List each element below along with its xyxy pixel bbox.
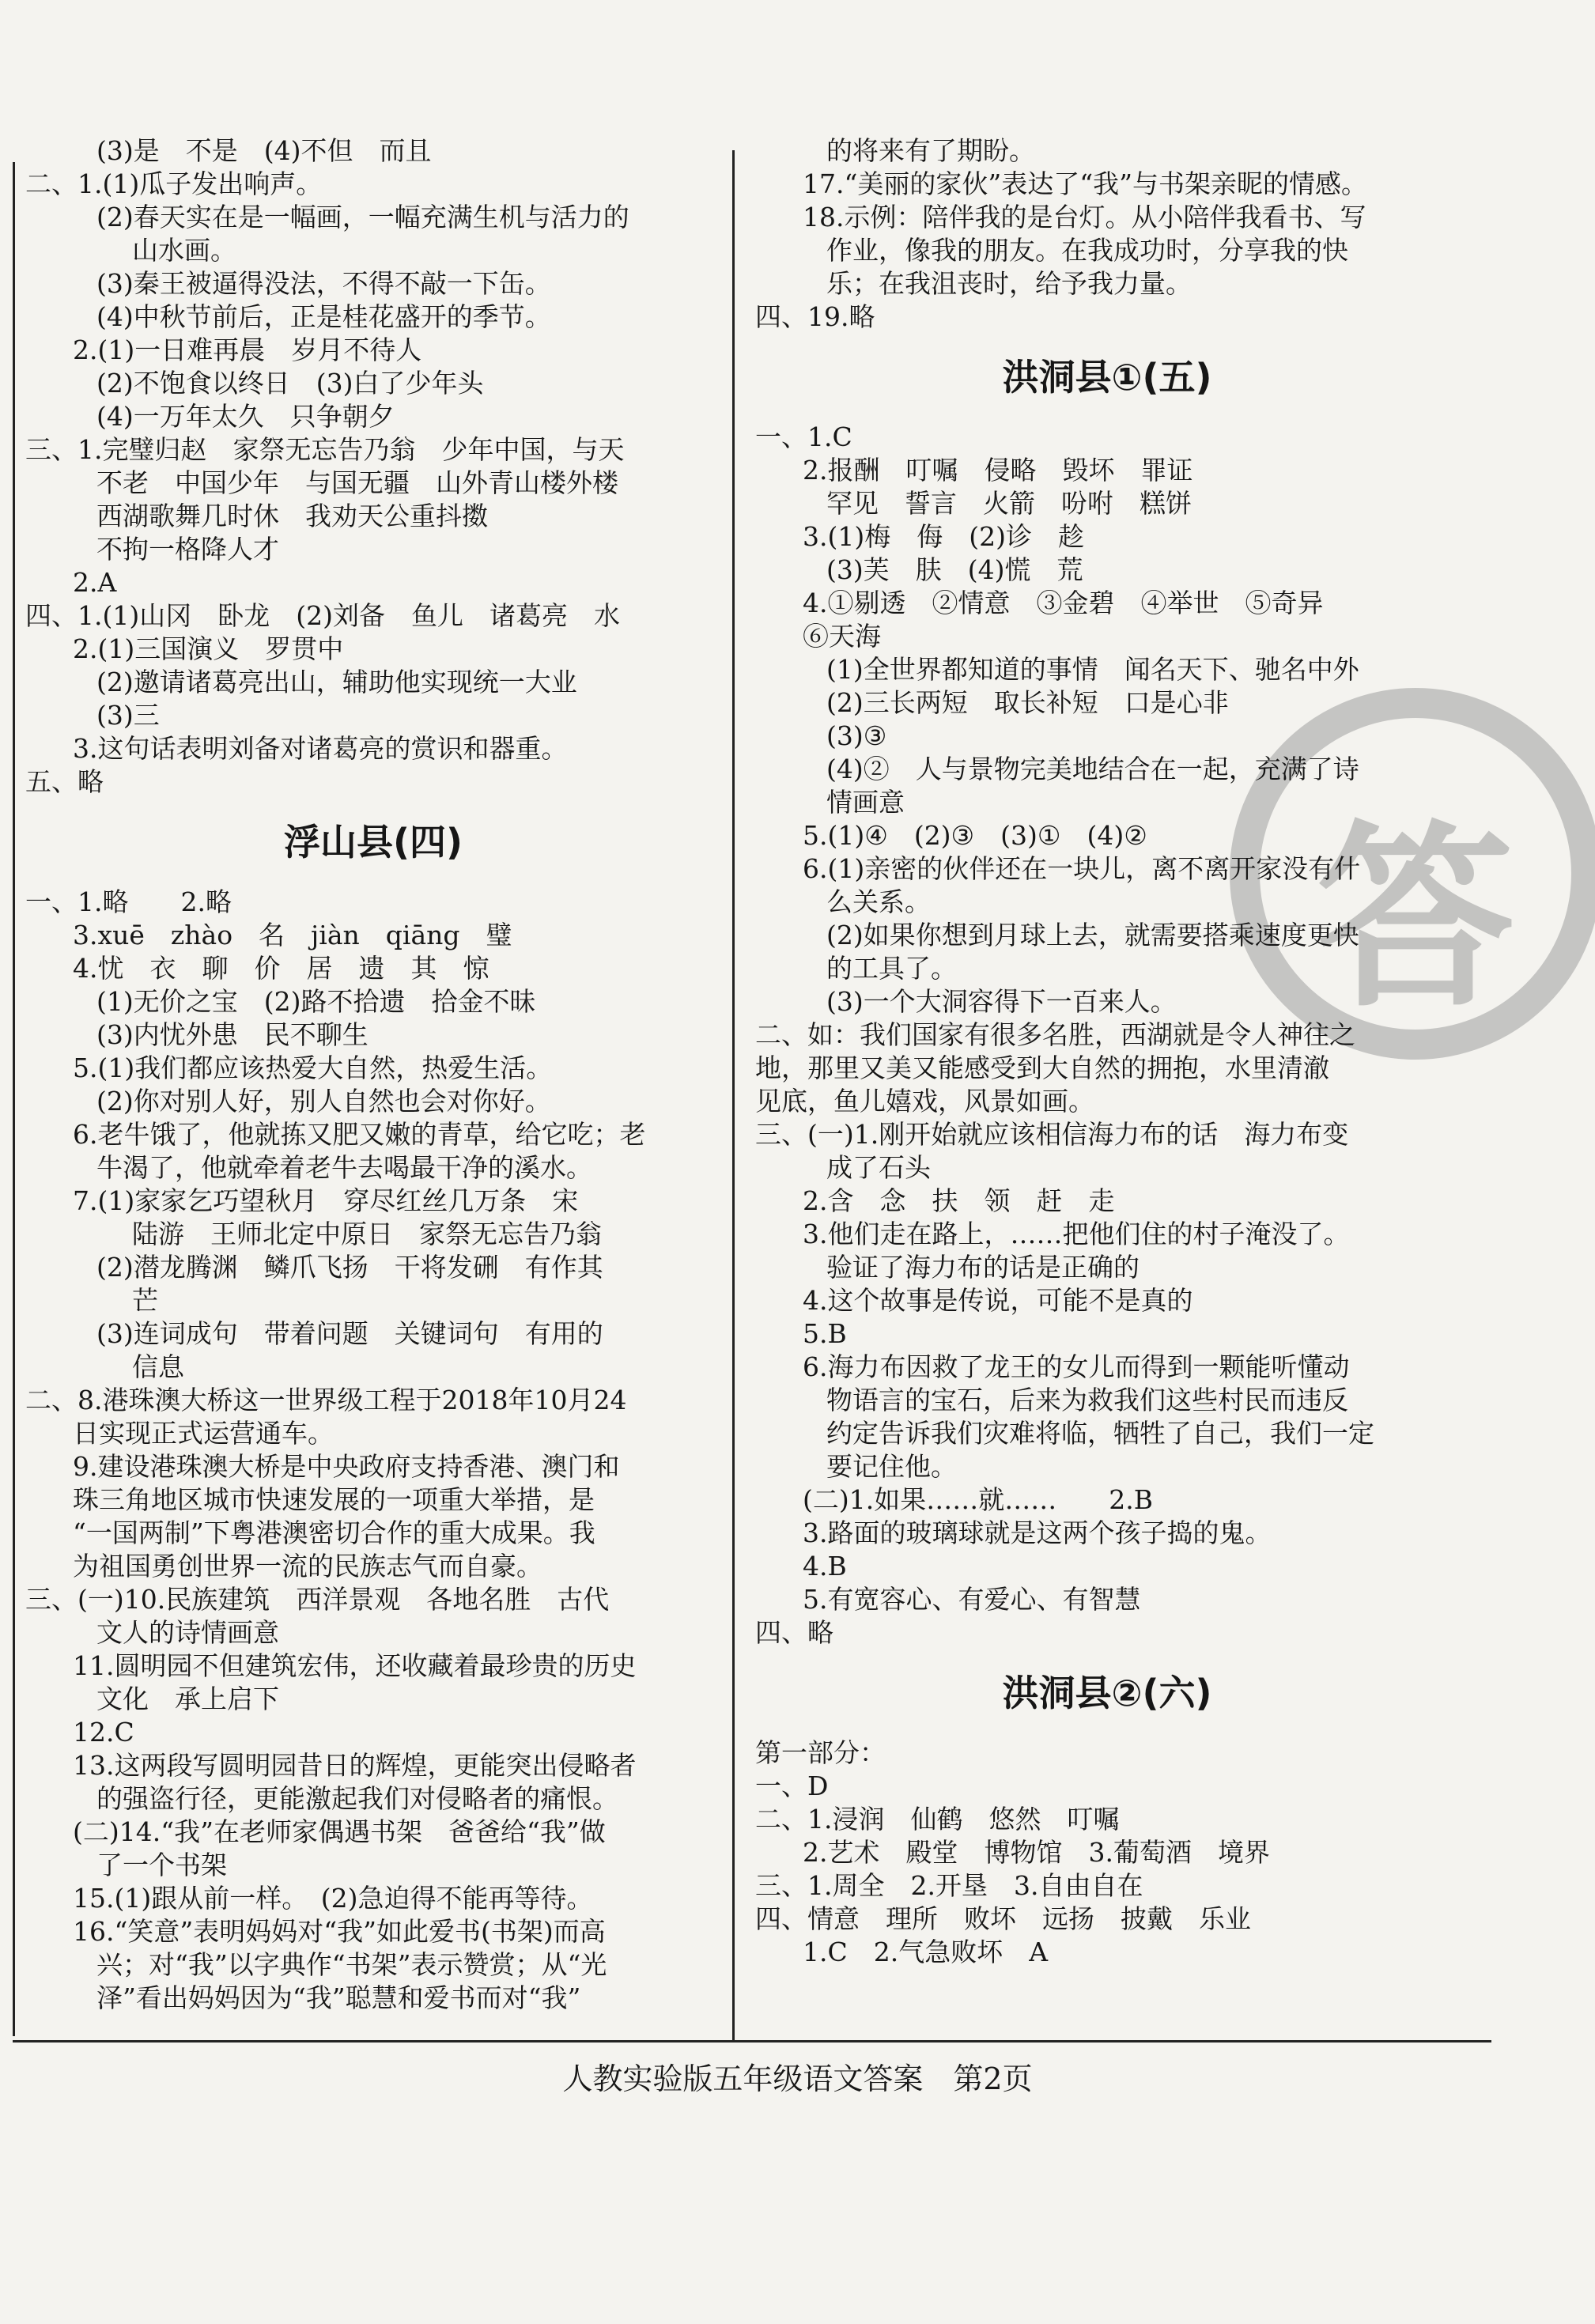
answer-line: 2.A — [73, 567, 117, 598]
answer-line: 四、1.(1)山冈 卧龙 (2)刘备 鱼儿 诸葛亮 水 — [25, 600, 620, 631]
section-heading: 洪洞县②(六) — [1002, 1672, 1212, 1714]
column-divider — [732, 150, 735, 2040]
answer-line: (3)芙 肤 (4)慌 荒 — [826, 554, 1083, 585]
answer-line: 5.(1)④ (2)③ (3)① (4)② — [803, 820, 1147, 851]
answer-line: 山水画。 — [132, 235, 236, 266]
answer-line: 物语言的宝石，后来为救我们这些村民而违反 — [826, 1385, 1348, 1415]
answer-line: 6.海力布因救了龙王的女儿而得到一颗能听懂动 — [803, 1351, 1350, 1382]
answer-line: 3.他们走在路上，……把他们住的村子淹没了。 — [803, 1219, 1350, 1249]
answer-line: 二、如：我们国家有很多名胜，西湖就是令人神往之 — [755, 1019, 1355, 1050]
answer-line: 文人的诗情画意 — [96, 1617, 279, 1648]
answer-line: 1.C 2.气急败坏 A — [803, 1937, 1049, 1967]
right-section-answers — [755, 134, 1459, 334]
answer-line: 三、1.完璧归赵 家祭无忘告乃翁 少年中国，与天 — [25, 434, 625, 465]
answer-line: 3.这句话表明刘备对诸葛亮的赏识和器重。 — [73, 733, 568, 764]
answer-line: 一、1.C — [755, 421, 852, 452]
answer-line: (3)连词成句 带着问题 关键词句 有用的 — [96, 1318, 603, 1349]
answer-line: 成了石头 — [826, 1152, 931, 1183]
right-section-answers-b — [755, 421, 1459, 1649]
bottom-rule — [13, 2040, 1491, 2042]
answer-line: 5.有宽容心、有爱心、有智慧 — [803, 1584, 1141, 1615]
answer-line: 四、略 — [755, 1617, 833, 1648]
left-section-answers-b — [25, 886, 721, 2015]
answer-line: 11.圆明园不但建筑宏伟，还收藏着最珍贵的历史 — [73, 1650, 637, 1681]
answer-line: 文化 承上启下 — [96, 1683, 279, 1714]
answer-line: 4.①剔透 ②情意 ③金碧 ④举世 ⑤奇异 — [803, 588, 1324, 618]
answer-line: (2)不饱食以终日 (3)白了少年头 — [96, 368, 484, 399]
answer-line: 9.建设港珠澳大桥是中央政府支持香港、澳门和 — [73, 1451, 620, 1482]
answer-line: 2.(1)三国演义 罗贯中 — [73, 633, 344, 664]
answer-line: 罕见 誓言 火箭 吩咐 糕饼 — [826, 488, 1192, 519]
answer-line: 3.(1)梅 侮 (2)诊 趁 — [803, 521, 1084, 552]
answer-line: 3.xuē zhào 名 jiàn qiāng 璧 — [73, 920, 512, 950]
answer-line: (4)中秋节前后，正是桂花盛开的季节。 — [96, 301, 551, 332]
section-heading: 洪洞县①(五) — [1002, 356, 1212, 399]
answer-line: 第一部分： — [755, 1737, 886, 1768]
answer-line: 约定告诉我们灾难将临，牺牲了自己，我们一定 — [826, 1418, 1374, 1449]
answer-line: 7.(1)家家乞巧望秋月 穿尽红丝几万条 宋 — [73, 1185, 579, 1216]
answer-line: 三、(一)1.刚开始就应该相信海力布的话 海力布变 — [755, 1119, 1349, 1150]
answer-line: 15.(1)跟从前一样。 (2)急迫得不能再等待。 — [73, 1883, 593, 1914]
answer-line: 5.B — [803, 1318, 847, 1349]
answer-line: 不老 中国少年 与国无疆 山外青山楼外楼 — [96, 467, 618, 498]
answer-line: 验证了海力布的话是正确的 — [826, 1252, 1140, 1283]
answer-line: 信息 — [132, 1351, 184, 1382]
answer-line: (二)14.“我”在老师家偶遇书架 爸爸给“我”做 — [73, 1816, 606, 1847]
answer-line: 三、(一)10.民族建筑 西洋景观 各地名胜 古代 — [25, 1584, 610, 1615]
answer-line: 兴；对“我”以字典作“书架”表示赞赏；从“光 — [96, 1949, 607, 1980]
answer-line: (4)一万年太久 只争朝夕 — [96, 401, 395, 432]
watermark-stamp-char: 答 — [1317, 803, 1514, 1034]
left-border-rule — [13, 162, 15, 2036]
answer-line: 2.报酬 叮嘱 侵略 毁坏 罪证 — [803, 455, 1193, 486]
answer-line: 2.艺术 殿堂 博物馆 3.葡萄酒 境界 — [803, 1837, 1270, 1868]
answer-line: 要记住他。 — [826, 1451, 957, 1482]
answer-line: (2)邀请诸葛亮出山，辅助他实现统一大业 — [96, 667, 577, 697]
answer-line: (二)1.如果……就…… 2.B — [803, 1484, 1153, 1515]
answer-line: 17.“美丽的家伙”表达了“我”与书架亲昵的情感。 — [803, 168, 1367, 199]
answer-line: (3)③ — [826, 720, 887, 751]
answer-line: 芒 — [132, 1285, 158, 1316]
answer-line: 地，那里又美又能感受到大自然的拥抱，水里清澈 — [755, 1052, 1329, 1083]
answer-line: 乐；在我沮丧时，给予我力量。 — [826, 268, 1192, 299]
answer-line: (2)潜龙腾渊 鳞爪飞扬 干将发硎 有作其 — [96, 1252, 603, 1283]
answer-line: ⑥天海 — [803, 621, 881, 652]
answer-line: 4.这个故事是传说，可能不是真的 — [803, 1285, 1193, 1316]
answer-line: 见底，鱼儿嬉戏，风景如画。 — [755, 1086, 1094, 1117]
answer-line: 的将来有了期盼。 — [826, 135, 1035, 166]
answer-line: 的强盗行径，更能激起我们对侵略者的痛恨。 — [96, 1783, 618, 1814]
answer-line: 2.含 念 扶 领 赶 走 — [803, 1185, 1115, 1216]
answer-line: 二、8.港珠澳大桥这一世界级工程于2018年10月24 — [25, 1385, 627, 1415]
answer-line: (1)无价之宝 (2)路不拾遗 拾金不昧 — [96, 986, 536, 1017]
answer-line: (2)春天实在是一幅画，一幅充满生机与活力的 — [96, 202, 629, 232]
answer-line: 一、1.略 2.略 — [25, 886, 232, 917]
answer-line: 了一个书架 — [96, 1850, 227, 1880]
answer-line: 18.示例：陪伴我的是台灯。从小陪伴我看书、写 — [803, 202, 1366, 232]
answer-line: (1)全世界都知道的事情 闻名天下、驰名中外 — [826, 654, 1359, 685]
answer-line: 16.“笑意”表明妈妈对“我”如此爱书(书架)而高 — [73, 1916, 606, 1947]
answer-line: (2)你对别人好，别人自然也会对你好。 — [96, 1086, 551, 1117]
answer-line: 四、19.略 — [755, 301, 875, 332]
answer-line: 3.路面的玻璃球就是这两个孩子捣的鬼。 — [803, 1517, 1272, 1548]
left-column — [25, 134, 721, 2015]
answer-line: 不拘一格降人才 — [96, 534, 279, 565]
answer-line: 12.C — [73, 1717, 134, 1748]
answer-line: 二、1.(1)瓜子发出响声。 — [25, 168, 323, 199]
answer-line: 2.(1)一日难再晨 岁月不待人 — [73, 334, 422, 365]
answer-line: 日实现正式运营通车。 — [73, 1418, 334, 1449]
answer-line: 西湖歌舞几时休 我劝天公重抖擞 — [96, 501, 488, 531]
answer-line: 5.(1)我们都应该热爱大自然，热爱生活。 — [73, 1052, 553, 1083]
answer-line: 五、略 — [25, 766, 104, 797]
answer-line: 的工具了。 — [826, 953, 957, 984]
answer-line: 牛渴了，他就牵着老牛去喝最干净的溪水。 — [96, 1152, 592, 1183]
answer-line: 二、1.浸润 仙鹤 悠然 叮嘱 — [755, 1804, 1120, 1835]
answer-line: 陆游 王师北定中原日 家祭无忘告乃翁 — [132, 1219, 602, 1249]
answer-line: 珠三角地区城市快速发展的一项重大举措，是 — [73, 1484, 595, 1515]
answer-line: (3)秦王被逼得没法，不得不敲一下缶。 — [96, 268, 551, 299]
left-section-answers — [25, 134, 721, 799]
answer-line: (4)② 人与景物完美地结合在一起，充满了诗 — [826, 754, 1359, 784]
answer-line: 6.老牛饿了，他就拣又肥又嫩的青草，给它吃；老 — [73, 1119, 646, 1150]
answer-line: 四、情意 理所 败坏 远扬 披戴 乐业 — [755, 1903, 1251, 1934]
right-column — [755, 134, 1459, 1969]
answer-line: (3)内忧外患 民不聊生 — [96, 1019, 369, 1050]
answer-line: (3)一个大洞容得下一百来人。 — [826, 986, 1177, 1017]
answer-line: 么关系。 — [826, 886, 931, 917]
answer-line: 泽”看出妈妈因为“我”聪慧和爱书而对“我” — [96, 1982, 581, 2013]
answer-line: 一、D — [755, 1770, 829, 1801]
answer-line: 为祖国勇创世界一流的民族志气而自豪。 — [73, 1551, 542, 1581]
answer-line: “一国两制”下粤港澳密切合作的重大成果。我 — [73, 1517, 595, 1548]
page-footer: 人教实验版五年级语文答案 第2页 — [562, 2061, 1033, 2096]
answer-line: 作业，像我的朋友。在我成功时，分享我的快 — [826, 235, 1348, 266]
answer-line: 三、1.周全 2.开垦 3.自由自在 — [755, 1870, 1143, 1901]
answer-line: 4.B — [803, 1551, 847, 1581]
answer-line: (2)如果你想到月球上去，就需要搭乘速度更快 — [826, 920, 1359, 950]
answer-line: 情画意 — [826, 787, 905, 818]
answer-line: 13.这两段写圆明园昔日的辉煌，更能突出侵略者 — [73, 1750, 637, 1781]
answer-line: 6.(1)亲密的伙伴还在一块儿，离不离开家没有什 — [803, 853, 1361, 884]
answer-line: (2)三长两短 取长补短 口是心非 — [826, 687, 1229, 718]
answer-line: (3)三 — [96, 700, 160, 731]
answer-line: (3)是 不是 (4)不但 而且 — [96, 135, 432, 166]
answer-line: 4.忧 衣 聊 价 居 遗 其 惊 — [73, 953, 489, 984]
right-section-answers-c — [755, 1736, 1459, 1969]
section-heading: 浮山县(四) — [283, 821, 463, 863]
